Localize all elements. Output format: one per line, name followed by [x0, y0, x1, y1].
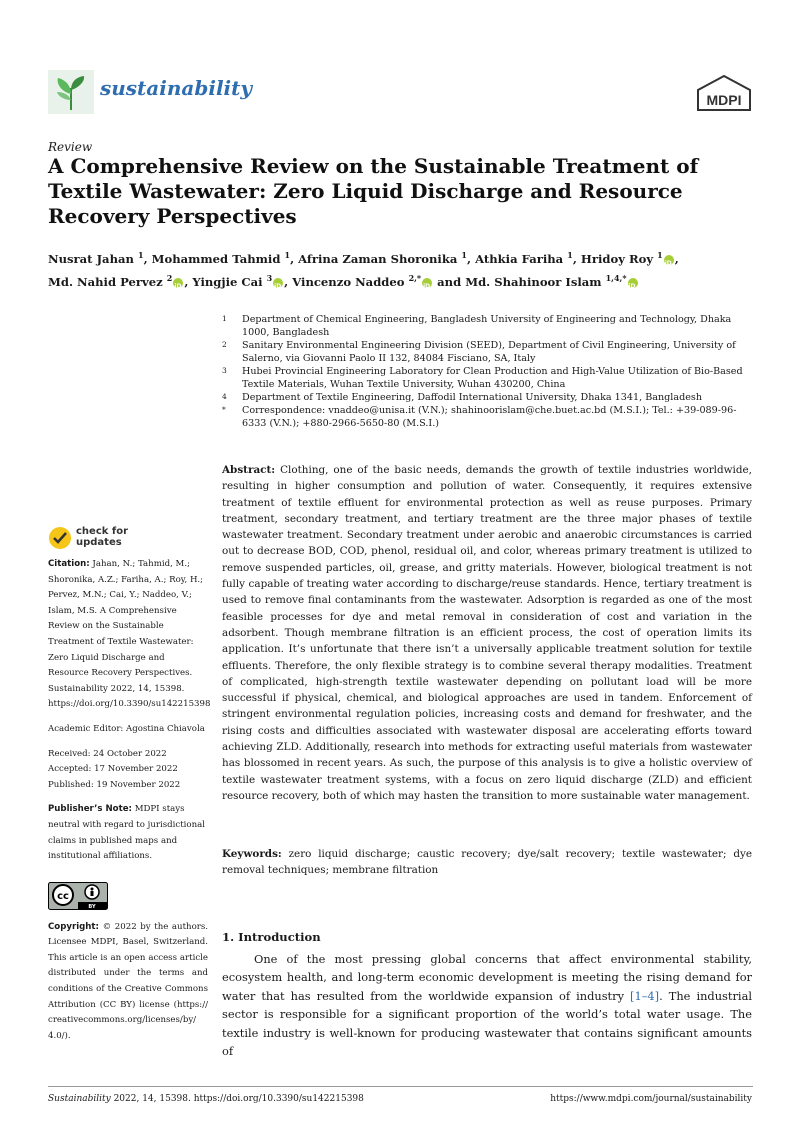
keywords: Keywords: zero liquid discharge; caustic recovery; dye/salt recovery; textile wastewater; dye removal techniques; membrane filtration: [222, 848, 752, 877]
svg-text:BY: BY: [88, 904, 96, 910]
mdpi-logo-icon: [694, 74, 754, 114]
footer-divider: [48, 1086, 753, 1087]
article-type: Review: [48, 140, 93, 154]
citation-text[interactable]: Jahan, N.; Tahmid, M.; Shoronika, A.Z.; Fariha, A.; Roy, H.; Pervez, M.N.; Cai, Y.; Naddeo, V.; Islam, M.S. A Comprehensive Review on the Sustainable Treatment of Textile Wastewater: Zero Liquid Discharge and Resource Recovery Perspectives. Sustainability 2022, 14, 15398. https://doi.org/10.3390/su142215398: [48, 559, 211, 710]
footer-citation: Sustainability 2022, 14, 15398. https://doi.org/10.3390/su142215398: [48, 1094, 364, 1104]
received-date: Received: 24 October 2022: [48, 748, 167, 759]
accepted-date: Accepted: 17 November 2022: [48, 764, 178, 775]
correspondence: * Correspondence: vnaddeo@unisa.it (V.N.); shahinoorislam@che.buet.ac.bd (M.S.I.); Tel.: +39-089-96-6333 (V.N.); +880-2966-5650-80 (M.S.I.): [222, 405, 737, 429]
citation: Citation: Jahan, N.; Tahmid, M.; Shoronika, A.Z.; Fariha, A.; Roy, H.; Pervez, M.N.; Cai, Y.; Naddeo, V.; Islam, M.S. A Comprehensive Review on the Sustainable Treatment of Textile Wastewater: Zero Liquid Discharge and Resource Recovery Perspectives. Sustainability 2022, 14, 15398. https://doi.org/10.3390/su142215398: [48, 559, 211, 710]
orcid-icon[interactable]: [173, 278, 183, 288]
affiliation-item: 3 Hubei Provincial Engineering Laboratory for Clean Production and High-Value Utilization of Bio-Based Textile Materials, Wuhan Textile University, Wuhan 430200, China: [222, 366, 743, 390]
dates: [48, 747, 208, 794]
abstract: Abstract: Clothing, one of the basic needs, demands the growth of textile industries worldwide, resulting in higher consumption and pollution of water. Consequently, it requires extensive treatment of textile effluent for environmental protection as well as reuse purposes. Primary treatment, secondary treatment, and tertiary treatment are the three major phases of textile wastewater treatment. Secondary treatment under aerobic and anaerobic circumstances is carried out to decrease BOD, COD, phenol, residual oil, and color, whereas primary treatment is utilized to remove suspended particles, oil, grease, and gritty materials. However, biological treatment is not fully capable of treating water according to discharge/reuse standards. Hence, tertiary treatment is used to remove final contaminants from the wastewater. Adsorption is regarded as one of the most feasible processes for dye and metal removal in consideration of cost and variation in the adsorbent. Though membrane filtration is an efficient process, the cost of operation limits its application. It’s unfortunate that there isn’t a universally applicable treatment solution for textile effluents. Therefore, the only flexible strategy is to combine several therapy modalities. Treatment of complicated, high-strength textile wastewater depending on pollutant load will be more successful if physical, chemical, and biological approaches are used in tandem. Enforcement of stringent environmental regulation policies, increasing costs and demand for freshwater, and the rising costs and difficulties associated with wastewater disposal are accelerating efforts toward achieving ZLD. Additionally, research into methods for extracting useful materials from wastewater has blossomed in recent years. As such, the purpose of this analysis is to give a holistic overview of textile wastewater treatment systems, with a focus on zero liquid discharge (ZLD) and efficient resource recovery, both of which may hasten the transition to more sustainable water management.: [222, 464, 752, 802]
orcid-icon[interactable]: [628, 278, 638, 288]
orcid-icon[interactable]: [664, 255, 674, 265]
orcid-icon[interactable]: [273, 278, 283, 288]
copyright: Copyright: © 2022 by the authors. Licensee MDPI, Basel, Switzerland. This article is an open access article distributed under the terms and conditions of the Creative Commons Attribution (CC BY) license (https:// creativecommons.org/licenses/by/ 4.0/).: [48, 921, 208, 1041]
journal-name: sustainability: [100, 76, 252, 100]
affiliation-item: 4 Department of Textile Engineering, Daffodil International University, Dhaka 1341, Bangladesh: [222, 392, 702, 403]
affiliation-item: 2 Sanitary Environmental Engineering Division (SEED), Department of Civil Engineering, University of Salerno, via Giovanni Paolo II 132, 84084 Fisciano, SA, Italy: [222, 340, 736, 364]
publishers-note: Publisher’s Note: MDPI stays neutral with regard to jurisdictional claims in published maps and institutional affiliations.: [48, 804, 205, 862]
check-updates-icon: [48, 526, 72, 550]
article-title: A Comprehensive Review on the Sustainable Treatment of Textile Wastewater: Zero Liquid Discharge and Resource Recovery Perspectives: [48, 154, 699, 228]
svg-text:MDPI: MDPI: [706, 92, 742, 108]
sidebar: [48, 557, 211, 1053]
published-date: Published: 19 November 2022: [48, 779, 181, 790]
academic-editor: Academic Editor: Agostina Chiavola: [48, 723, 205, 734]
reference-link[interactable]: [1–4]: [630, 988, 660, 1003]
cc-by-license-icon[interactable]: [48, 882, 108, 910]
affiliations: [222, 313, 752, 430]
affiliation-item: 1 Department of Chemical Engineering, Bangladesh University of Engineering and Technology, Dhaka 1000, Bangladesh: [222, 314, 732, 338]
footer-journal-url[interactable]: https://www.mdpi.com/journal/sustainability: [550, 1094, 752, 1104]
journal-logo-icon: [48, 70, 94, 114]
orcid-icon[interactable]: [422, 278, 432, 288]
author-list: Nusrat Jahan $^1$, Mohammed Tahmid $^1$, Afrina Zaman Shoronika $^1$, Athkia Fariha $^1$, Hridoy Roy $^1$iD , Md. Nahid Pervez $^2$iD , Yingjie Cai $^3$iD , Vincenzo Naddeo $^{2,*}$iD and Md. Shahinoor Islam $^{1,4,*}$iD: [48, 246, 753, 292]
introduction-paragraph: One of the most pressing global concerns that affect environmental stability, ecosystem health, and long-term economic development is meeting the rising demand for water that has resulted from the worldwide expansion of industry [1–4]. The industrial sector is responsible for a significant proportion of the world’s total water usage. The textile industry is well-known for producing wastewater that contains significant amounts of: [222, 952, 752, 1059]
svg-text:cc: cc: [57, 891, 69, 902]
section-heading: 1. Introduction: [222, 930, 321, 944]
check-for-updates-button[interactable]: [48, 526, 168, 550]
check-updates-label: check for updates: [76, 526, 129, 548]
